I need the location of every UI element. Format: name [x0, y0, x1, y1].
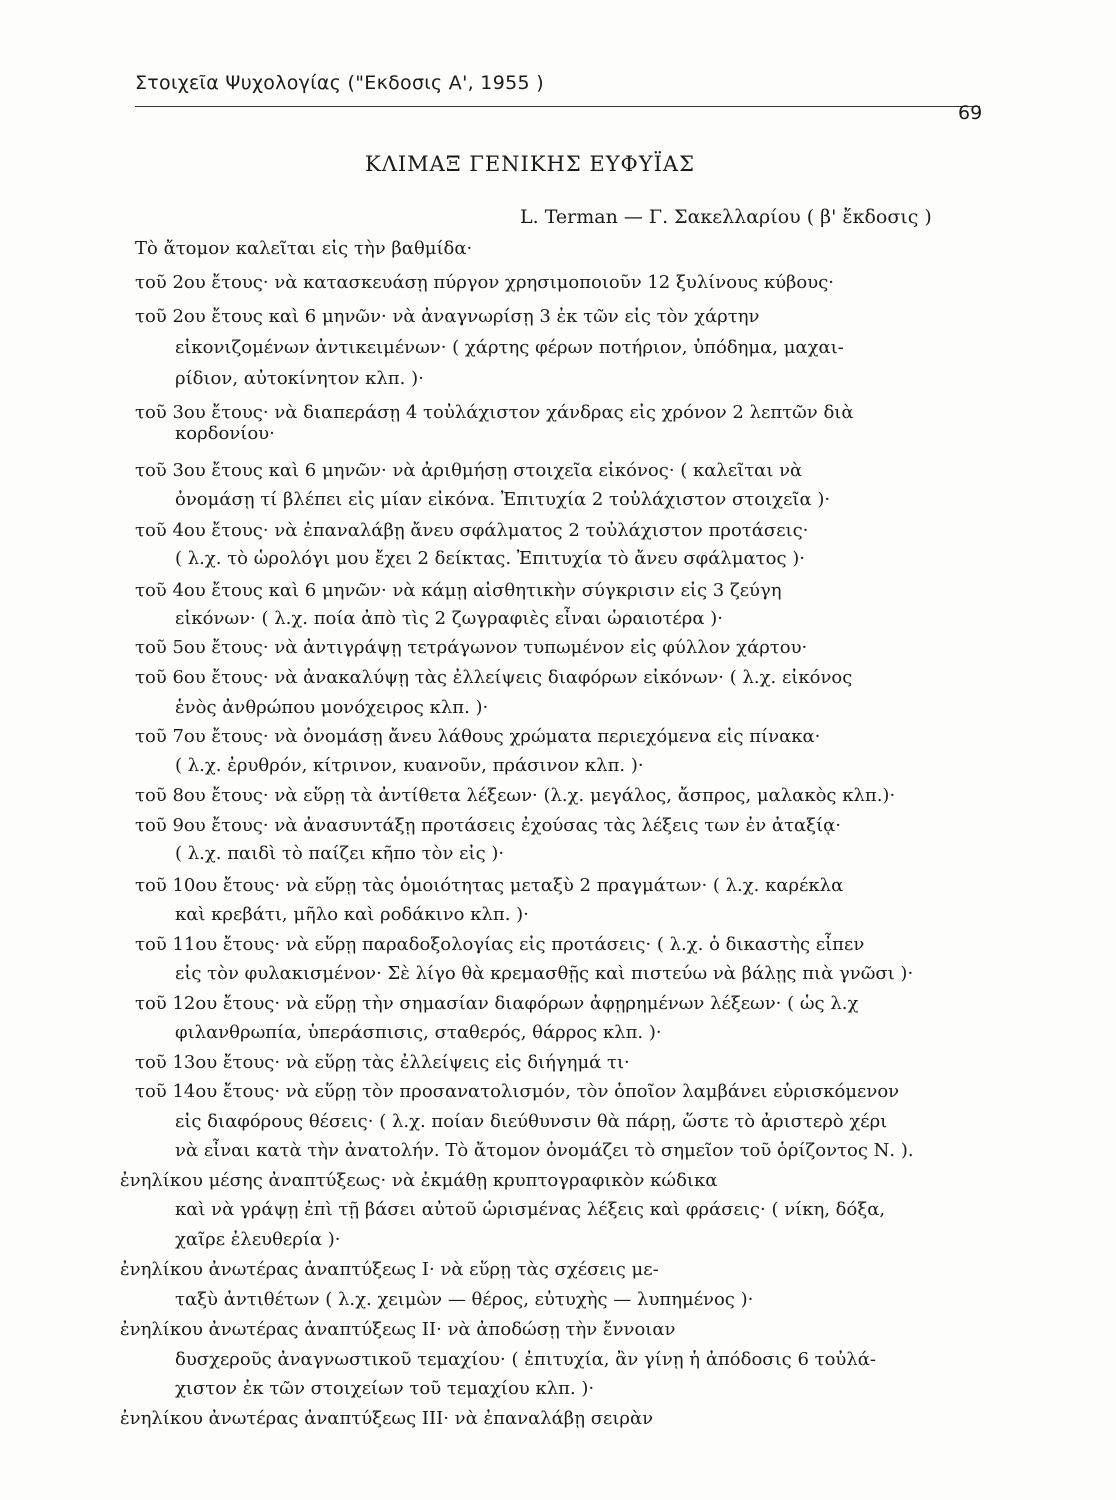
- body-line: κορδονίου·: [175, 423, 275, 444]
- body-line: τοῦ 2ου ἔτους· νὰ κατασκευάσῃ πύργον χρησιμοποιοῦν 12 ξυλίνους κύβους·: [135, 272, 835, 293]
- body-line: τοῦ 11ου ἔτους· νὰ εὕρῃ παραδοξολογίας εἰς προτάσεις· ( λ.χ. ὁ δικαστὴς εἶπεν: [135, 934, 865, 955]
- body-line: Τὸ ἄτομον καλεῖται εἰς τὴν βαθμίδα·: [135, 238, 473, 259]
- body-line: εἰς διαφόρους θέσεις· ( λ.χ. ποίαν διεύθυνσιν θὰ πάρῃ, ὥστε τὸ ἀριστερὸ χέρι: [175, 1111, 888, 1132]
- body-line: τοῦ 9ου ἔτους· νὰ ἀνασυντάξῃ προτάσεις ἐχούσας τὰς λέξεις των ἐν ἀταξίᾳ·: [135, 815, 842, 836]
- body-line: ἐνηλίκου μέσης ἀναπτύξεως· νὰ ἐκμάθῃ κρυπτογραφικὸν κώδικα: [120, 1170, 718, 1191]
- body-line: ταξὺ ἀντιθέτων ( λ.χ. χειμὼν — θέρος, εὐτυχὴς — λυπημένος )·: [175, 1289, 754, 1310]
- body-line: τοῦ 12ου ἔτους· νὰ εὕρῃ τὴν σημασίαν διαφόρων ἀφῃρημένων λέξεων· ( ὡς λ.χ: [135, 993, 859, 1014]
- body-line: εἰκόνων· ( λ.χ. ποία ἀπὸ τὶς 2 ζωγραφιὲς εἶναι ὡραιοτέρα )·: [175, 608, 723, 629]
- body-line: ἐνηλίκου ἀνωτέρας ἀναπτύξεως ΙΙΙ· νὰ ἐπαναλάβῃ σειρὰν: [120, 1408, 654, 1429]
- body-line: ἐνηλίκου ἀνωτέρας ἀναπτύξεως Ι· νὰ εὕρῃ τὰς σχέσεις με-: [120, 1259, 659, 1280]
- body-line: τοῦ 5ου ἔτους· νὰ ἀντιγράψῃ τετράγωνον τυπωμένον εἰς φύλλον χάρτου·: [135, 637, 808, 658]
- body-line: καὶ κρεβάτι, μῆλο καὶ ροδάκινο κλπ. )·: [175, 904, 529, 925]
- body-line: ἐνηλίκου ἀνωτέρας ἀναπτύξεως ΙΙ· νὰ ἀποδώσῃ τὴν ἔννοιαν: [120, 1319, 676, 1340]
- body-line: τοῦ 14ου ἔτους· νὰ εὕρῃ τὸν προσανατολισμόν, τὸν ὁποῖον λαμβάνει εὑρισκόμενον: [135, 1081, 900, 1102]
- body-line: τοῦ 4ου ἔτους· νὰ ἐπαναλάβῃ ἄνευ σφάλματος 2 τοὐλάχιστον προτάσεις·: [135, 520, 809, 541]
- body-line: δυσχεροῦς ἀναγνωστικοῦ τεμαχίου· ( ἐπιτυχία, ἂν γίνῃ ἡ ἀπόδοσις 6 τοὐλά-: [175, 1349, 877, 1370]
- body-line: ἑνὸς ἀνθρώπου μονόχειρος κλπ. )·: [175, 697, 489, 718]
- body-line: τοῦ 10ου ἔτους· νὰ εὕρῃ τὰς ὁμοιότητας μεταξὺ 2 πραγμάτων· ( λ.χ. καρέκλα: [135, 875, 844, 896]
- page-title: ΚΛΙΜΑΞ ΓΕΝΙΚΗΣ ΕΥΦΥΪΑΣ: [365, 152, 695, 176]
- body-line: ( λ.χ. ἐρυθρόν, κίτρινον, κυανοῦν, πράσινον κλπ. )·: [175, 755, 644, 776]
- body-line: τοῦ 8ου ἔτους· νὰ εὕρῃ τὰ ἀντίθετα λέξεων· (λ.χ. μεγάλος, ἄσπρος, μαλακὸς κλπ.)·: [135, 785, 896, 806]
- body-line: εἰκονιζομένων ἀντικειμένων· ( χάρτης φέρων ποτήριον, ὑπόδημα, μαχαι-: [175, 337, 844, 358]
- body-line: ( λ.χ. παιδὶ τὸ παίζει κῆπο τὸν εἰς )·: [175, 843, 505, 864]
- body-line: ( λ.χ. τὸ ὡρολόγι μου ἔχει 2 δείκτας. Ἐπιτυχία τὸ ἄνευ σφάλματος )·: [175, 548, 806, 569]
- body-line: τοῦ 6ου ἔτους· νὰ ἀνακαλύψῃ τὰς ἐλλείψεις διαφόρων εἰκόνων· ( λ.χ. εἰκόνος: [135, 667, 853, 688]
- body-line: τοῦ 3ου ἔτους· νὰ διαπεράσῃ 4 τοὐλάχιστον χάνδρας εἰς χρόνον 2 λεπτῶν διὰ: [135, 402, 854, 423]
- body-line: τοῦ 7ου ἔτους· νὰ ὀνομάσῃ ἄνευ λάθους χρώματα περιεχόμενα εἰς πίνακα·: [135, 726, 821, 747]
- body-line: τοῦ 3ου ἔτους καὶ 6 μηνῶν· νὰ ἀριθμήσῃ στοιχεῖα εἰκόνος· ( καλεῖται νὰ: [135, 460, 803, 481]
- running-head: Στοιχεῖα Ψυχολογίας ("Εκδοσις Α', 1955 ): [135, 72, 544, 94]
- body-line: τοῦ 2ου ἔτους καὶ 6 μηνῶν· νὰ ἀναγνωρίσῃ 3 ἐκ τῶν εἰς τὸν χάρτην: [135, 306, 760, 327]
- body-line: νὰ εἶναι κατὰ τὴν ἀνατολήν. Τὸ ἄτομον ὀνομάζει τὸ σημεῖον τοῦ ὁρίζοντος Ν. ).: [175, 1140, 914, 1161]
- header-rule: [135, 106, 980, 107]
- body-line: χιστον ἐκ τῶν στοιχείων τοῦ τεμαχίου κλπ. )·: [175, 1378, 595, 1399]
- body-line: τοῦ 13ου ἔτους· νὰ εὕρῃ τὰς ἐλλείψεις εἰς διήγημά τι·: [135, 1052, 630, 1073]
- body-line: καὶ νὰ γράψῃ ἐπὶ τῇ βάσει αὐτοῦ ὡρισμένας λέξεις καὶ φράσεις· ( νίκη, δόξα,: [175, 1199, 886, 1220]
- body-line: εἰς τὸν φυλακισμένον· Σὲ λίγο θὰ κρεμασθῇς καὶ πιστεύω νὰ βάλῃς πιὰ γνῶσι )·: [175, 963, 914, 984]
- authors-line: L. Terman — Γ. Σακελλαρίου ( β' ἔκδοσις ): [520, 206, 932, 228]
- body-line: φιλανθρωπία, ὑπεράσπισις, σταθερός, θάρρος κλπ. )·: [175, 1022, 662, 1043]
- body-line: τοῦ 4ου ἔτους καὶ 6 μηνῶν· νὰ κάμῃ αἰσθητικὴν σύγκρισιν εἰς 3 ζεύγη: [135, 580, 782, 601]
- body-line: ρίδιον, αὐτοκίνητον κλπ. )·: [175, 368, 424, 389]
- body-line: χαῖρε ἐλευθερία )·: [175, 1229, 341, 1250]
- page-number: 69: [958, 102, 983, 124]
- body-line: ὀνομάσῃ τί βλέπει εἰς μίαν εἰκόνα. Ἐπιτυχία 2 τοὐλάχιστον στοιχεῖα )·: [175, 489, 831, 510]
